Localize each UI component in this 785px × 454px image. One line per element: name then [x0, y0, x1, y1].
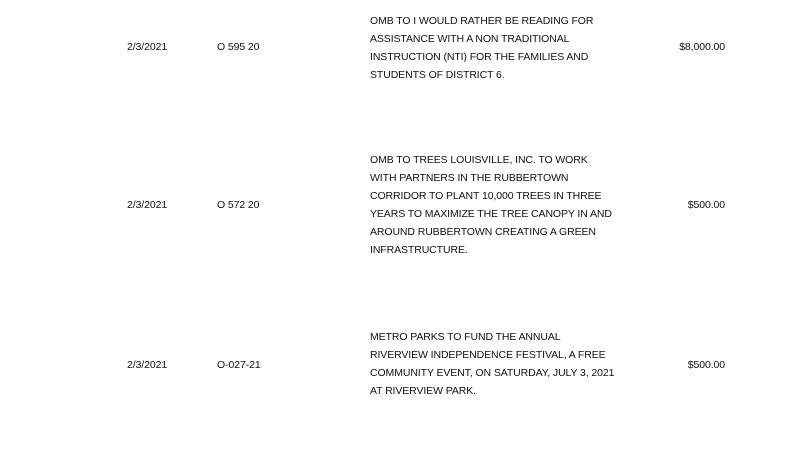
row-amount: $500.00: [687, 359, 725, 371]
row-ordinance-number: O 572 20: [217, 199, 260, 211]
row-description: OMB TO I WOULD RATHER BE READING FOR ASSISTANCE WITH A NON TRADITIONAL INSTRUCTION (NTI) FOR THE FAMILIES AND STUDENTS OF DISTRICT 6.: [370, 15, 594, 81]
row-date: 2/3/2021: [127, 359, 168, 371]
row-description: OMB TO TREES LOUISVILLE, INC. TO WORK WITH PARTNERS IN THE RUBBERTOWN CORRIDOR TO PLANT 10,000 TREES IN THREE YEARS TO MAXIMIZE THE TREE CANOPY IN AND AROUND RUBBERTOWN CREATING A GREEN INFRASTRUCTURE.: [370, 154, 612, 256]
row-amount: $8,000.00: [679, 41, 725, 53]
row-amount: $500.00: [687, 199, 725, 211]
row-ordinance-number: O-027-21: [217, 359, 261, 371]
row-ordinance-number: O 595 20: [217, 41, 260, 53]
row-date: 2/3/2021: [127, 199, 168, 211]
row-description: METRO PARKS TO FUND THE ANNUAL RIVERVIEW INDEPENDENCE FESTIVAL, A FREE COMMUNITY EVENT, ON SATURDAY, JULY 3, 2021 AT RIVERVIEW PARK.: [370, 331, 615, 397]
row-date: 2/3/2021: [127, 41, 168, 53]
